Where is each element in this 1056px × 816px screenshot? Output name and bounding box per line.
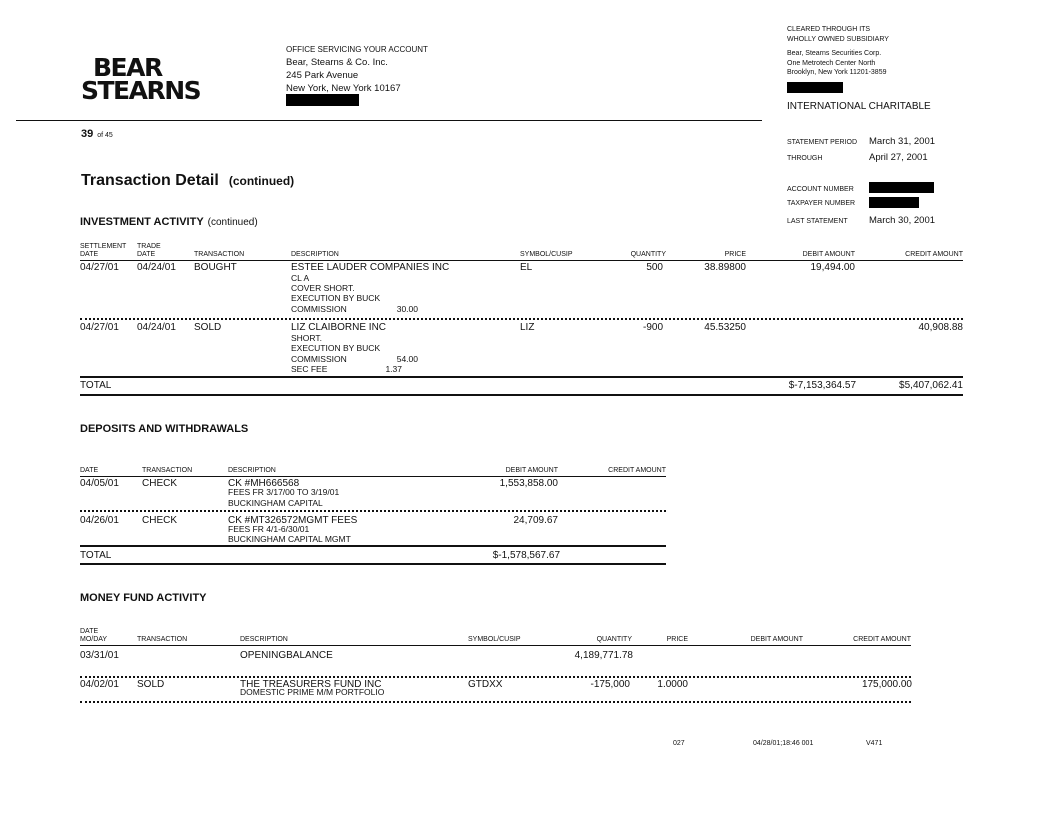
description-line: BUCKINGHAM CAPITAL [228, 498, 323, 508]
redaction-bar [787, 82, 843, 93]
credit-amount: 40,908.88 [918, 322, 963, 333]
col-quantity: QUANTITY [596, 636, 632, 643]
transaction-type: SOLD [137, 679, 165, 690]
total-debit: $-7,153,364.57 [788, 380, 856, 391]
col-credit: CREDIT AMOUNT [608, 467, 666, 474]
total-label: TOTAL [80, 550, 112, 561]
row-divider [80, 701, 911, 703]
price: 1.0000 [657, 679, 688, 690]
debit-amount: 19,494.00 [810, 262, 855, 273]
header-rule [16, 120, 762, 121]
office-street: 245 Park Avenue [286, 70, 359, 81]
clearing-street: One Metrotech Center North [787, 59, 876, 67]
description: OPENINGBALANCE [240, 650, 333, 661]
col-transaction: TRANSACTION [194, 251, 245, 258]
last-statement-label: LAST STATEMENT [787, 218, 848, 225]
symbol: GTDXX [468, 679, 503, 690]
money-fund-heading: MONEY FUND ACTIVITY [80, 592, 207, 604]
office-address [286, 43, 428, 95]
footer-timestamp: 04/28/01;18:46 001 [753, 740, 814, 747]
row-divider [80, 510, 666, 512]
deposits-heading: DEPOSITS AND WITHDRAWALS [80, 423, 249, 435]
col-symbol: SYMBOL/CUSIP [520, 251, 573, 258]
header-underline [80, 645, 911, 646]
col-date: DATE MO/DAY [80, 628, 108, 643]
fee-label: COMMISSION [291, 354, 347, 364]
col-debit: DEBIT AMOUNT [802, 251, 855, 258]
page-title-sub: (continued) [228, 174, 295, 188]
quantity: 500 [646, 262, 663, 273]
logo-line-2: STEARNS [81, 76, 201, 105]
col-debit: DEBIT AMOUNT [750, 636, 803, 643]
row-divider [80, 318, 963, 320]
col-credit: CREDIT AMOUNT [853, 636, 911, 643]
col-price: PRICE [724, 251, 746, 258]
date: 04/26/01 [80, 515, 119, 526]
quantity: 4,189,771.78 [574, 650, 633, 661]
symbol: LIZ [520, 322, 535, 333]
clearing-line-2: WHOLLY OWNED SUBSIDIARY [787, 35, 889, 43]
taxpayer-number-label: TAXPAYER NUMBER [787, 200, 856, 207]
col-date: DATE [80, 467, 99, 474]
col-description: DESCRIPTION [240, 636, 288, 643]
statement-period-label: STATEMENT PERIOD [787, 139, 858, 146]
office-name: Bear, Stearns & Co. Inc. [286, 57, 388, 68]
total-debit: $-1,578,567.67 [492, 550, 560, 561]
col-settlement-date: SETTLEMENT DATE [80, 243, 127, 258]
date: 03/31/01 [80, 650, 119, 661]
col-debit: DEBIT AMOUNT [505, 467, 558, 474]
transaction-type: SOLD [194, 322, 222, 333]
settlement-date: 04/27/01 [80, 262, 119, 273]
col-description: DESCRIPTION [291, 251, 339, 258]
total-rule-top [80, 376, 963, 378]
fee-value: 54.00 [396, 354, 418, 364]
header-underline [80, 260, 963, 261]
transaction-type: CHECK [142, 515, 178, 526]
description: CK #MT326572MGMT FEES [228, 515, 358, 526]
redaction-bar [869, 197, 919, 208]
statement-period-value: March 31, 2001 [869, 136, 936, 147]
description-line: CL A [291, 273, 310, 283]
col-transaction: TRANSACTION [142, 467, 193, 474]
description-line: FEES FR 4/1-6/30/01 [228, 524, 310, 534]
account-name: INTERNATIONAL CHARITABLE [787, 101, 931, 112]
redaction-bar [286, 94, 359, 106]
row-divider [80, 676, 911, 678]
total-rule-bottom [80, 394, 963, 396]
col-description: DESCRIPTION [228, 467, 276, 474]
total-label: TOTAL [80, 380, 112, 391]
header-underline [80, 476, 666, 477]
page-of: of 45 [97, 132, 113, 139]
last-statement-value: March 30, 2001 [869, 215, 936, 226]
description: LIZ CLAIBORNE INC [291, 322, 387, 333]
debit-amount: 24,709.67 [513, 515, 558, 526]
quantity: -175,000 [590, 679, 630, 690]
col-symbol: SYMBOL/CUSIP [468, 636, 521, 643]
description-line: EXECUTION BY BUCK [291, 293, 381, 303]
trade-date: 04/24/01 [137, 322, 176, 333]
date: 04/05/01 [80, 478, 119, 489]
footer-version: V471 [866, 740, 883, 747]
trade-date: 04/24/01 [137, 262, 176, 273]
fee-value: 30.00 [396, 304, 418, 314]
description-line: BUCKINGHAM CAPITAL MGMT [228, 534, 351, 544]
fee-label: SEC FEE [291, 364, 328, 374]
through-value: April 27, 2001 [869, 152, 928, 163]
clearing-info [787, 25, 889, 78]
debit-amount: 1,553,858.00 [499, 478, 558, 489]
description-line: SHORT. [291, 333, 323, 343]
fee-value: 1.37 [385, 364, 402, 374]
redaction-bar [869, 182, 934, 193]
page-number: 39 of 45 [81, 128, 113, 140]
price: 45.53250 [704, 322, 746, 333]
investment-heading-sub: (continued) [207, 217, 258, 228]
description-line: EXECUTION BY BUCK [291, 343, 381, 353]
credit-amount: 175,000.00 [861, 679, 912, 690]
office-header: OFFICE SERVICING YOUR ACCOUNT [286, 45, 428, 54]
description: CK #MH666568 [228, 478, 300, 489]
symbol: EL [520, 262, 533, 273]
description: THE TREASURERS FUND INC [240, 679, 382, 690]
transaction-type: CHECK [142, 478, 178, 489]
quantity: -900 [642, 322, 663, 333]
page-title: Transaction Detail (continued) [81, 172, 295, 189]
transaction-type: BOUGHT [194, 262, 237, 273]
settlement-date: 04/27/01 [80, 322, 119, 333]
total-rule-top [80, 545, 666, 547]
fee-label: COMMISSION [291, 304, 347, 314]
total-credit: $5,407,062.41 [899, 380, 963, 391]
date: 04/02/01 [80, 679, 119, 690]
clearing-city: Brooklyn, New York 11201-3859 [787, 69, 887, 76]
account-number-label: ACCOUNT NUMBER [787, 186, 854, 193]
description-line: COVER SHORT. [291, 283, 355, 293]
col-transaction: TRANSACTION [137, 636, 188, 643]
footer-code: 027 [673, 740, 685, 747]
clearing-line-1: CLEARED THROUGH ITS [787, 26, 871, 33]
through-label: THROUGH [787, 155, 823, 162]
description-line: FEES FR 3/17/00 TO 3/19/01 [228, 487, 340, 497]
office-city: New York, New York 10167 [286, 83, 401, 94]
price: 38.89800 [704, 262, 746, 273]
logo-line-1: BEAR [93, 53, 162, 82]
col-trade-date: TRADE DATE [137, 243, 161, 258]
col-price: PRICE [666, 636, 688, 643]
bear-stearns-logo [81, 53, 201, 105]
col-credit: CREDIT AMOUNT [905, 251, 963, 258]
clearing-name: Bear, Stearns Securities Corp. [787, 50, 882, 57]
total-rule-bottom [80, 563, 666, 565]
col-quantity: QUANTITY [630, 251, 666, 258]
description: ESTEE LAUDER COMPANIES INC [291, 262, 450, 273]
investment-heading: INVESTMENT ACTIVITY (continued) [80, 216, 258, 228]
description-line: DOMESTIC PRIME M/M PORTFOLIO [240, 687, 385, 697]
